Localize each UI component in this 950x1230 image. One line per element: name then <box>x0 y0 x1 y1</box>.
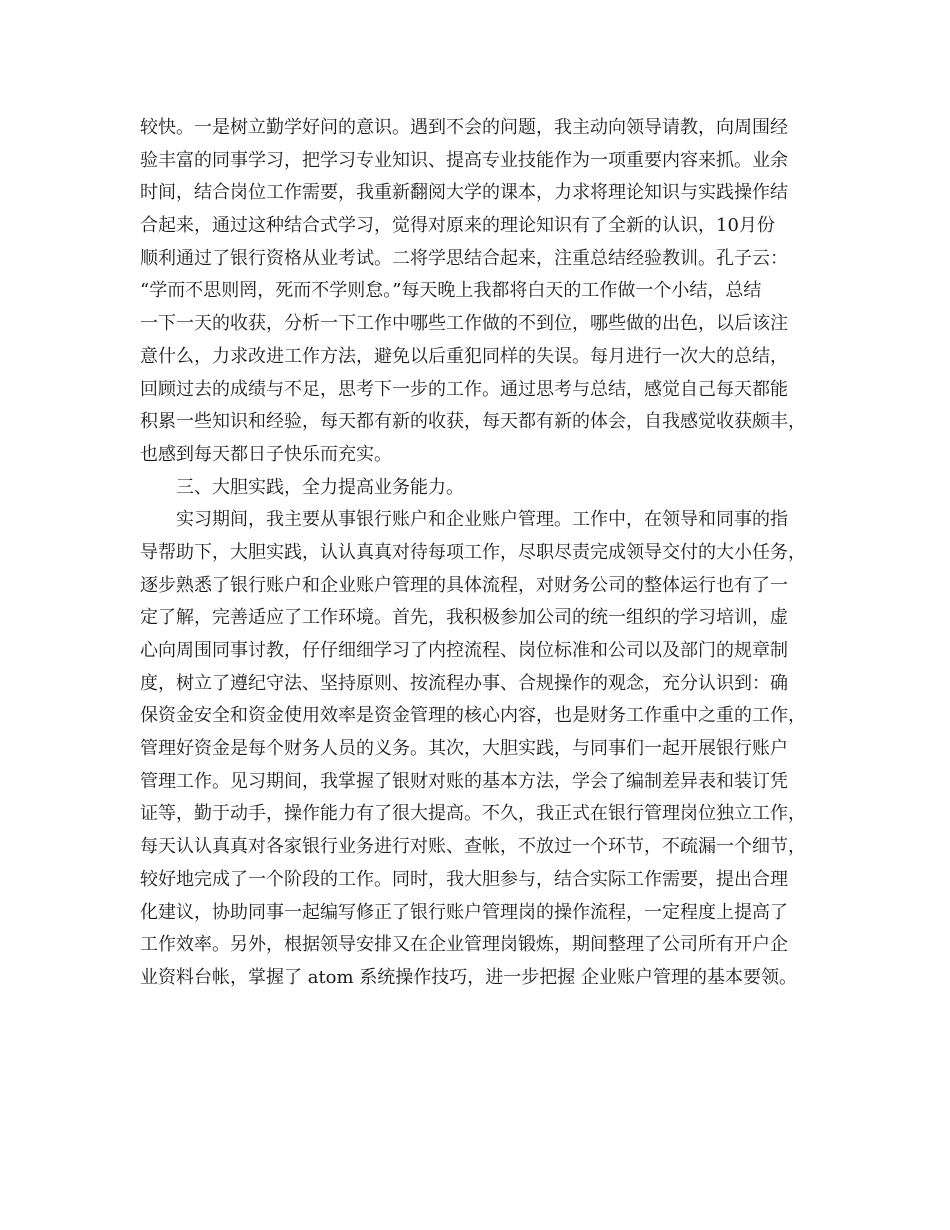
text-line: 一下一天的收获，分析一下工作中哪些工作做的不到位，哪些做的出色，以后该注 <box>140 313 788 335</box>
body-text <box>140 112 812 995</box>
text-line: 验丰富的同事学习，把学习专业知识、提高专业技能作为一项重要内容来抓。业余 <box>140 149 788 171</box>
text-line: 心向周围同事讨教，仔仔细细学习了内控流程、岗位标准和公司以及部门的规章制 <box>140 640 788 661</box>
text-line: 度，树立了遵纪守法、坚持原则、按流程办事、合规操作的观念，充分认识到：确 <box>140 672 788 694</box>
text-line: 积累一些知识和经验，每天都有新的收获，每天都有新的体会，自我感觉收获颇丰， <box>140 411 806 433</box>
text-line: 合起来，通过这种结合式学习，觉得对原来的理论知识有了全新的认识，10月份 <box>140 215 775 237</box>
text-line: 逐步熟悉了银行账户和企业账户管理的具体流程，对财务公司的整体运行也有了一 <box>140 574 788 596</box>
text-line: 回顾过去的成绩与不足，思考下一步的工作。通过思考与总结，感觉自己每天都能 <box>140 378 788 400</box>
text-line: 管理好资金是每个财务人员的义务。其次，大胆实践，与同事们一起开展银行账户 <box>140 738 788 760</box>
text-line: 业资料台帐，掌握了 atom 系统操作技巧，进一步把握 企业账户管理的基本要领。 <box>140 966 798 988</box>
text-line: 时间，结合岗位工作需要，我重新翻阅大学的课本，力求将理论知识与实践操作结 <box>140 182 788 204</box>
text-line: 三、大胆实践，全力提高业务能力。 <box>176 476 464 498</box>
text-line: 顺利通过了银行资格从业考试。二将学思结合起来，注重总结经验教训。孔子云： <box>140 247 788 269</box>
text-line: 证等，勤于动手，操作能力有了很大提高。不久，我正式在银行管理岗位独立工作， <box>140 803 806 825</box>
text-line: 实习期间，我主要从事银行账户和企业账户管理。工作中，在领导和同事的指 <box>176 509 788 531</box>
text-line: 化建议，协助同事一起编写修正了银行账户管理岗的操作流程，一定程度上提高了 <box>140 901 788 923</box>
text-line: 意什么，力求改进工作方法，避免以后重犯同样的失误。每月进行一次大的总结， <box>140 345 788 367</box>
text-line: 每天认认真真对各家银行业务进行对账、查帐，不放过一个环节，不疏漏一个细节， <box>140 836 806 858</box>
text-line: 较快。一是树立勤学好问的意识。遇到不会的问题，我主动向领导请教，向周围经 <box>140 117 788 138</box>
text-line: 保资金安全和资金使用效率是资金管理的核心内容，也是财务工作重中之重的工作， <box>140 705 806 727</box>
text-line: 定了解，完善适应了工作环境。首先，我积极参加公司的统一组织的学习培训，虚 <box>140 607 788 629</box>
text-line: 管理工作。见习期间，我掌握了银财对账的基本方法，学会了编制差异表和装订凭 <box>140 770 788 792</box>
text-line: 较好地完成了一个阶段的工作。同时，我大胆参与，结合实际工作需要，提出合理 <box>140 868 788 890</box>
text-line: “学而不思则罔，死而不学则怠。”每天晚上我都将白天的工作做一个小结，总结 <box>140 280 762 302</box>
text-line: 也感到每天都日子快乐而充实。 <box>140 443 392 465</box>
text-line: 导帮助下，大胆实践，认认真真对待每项工作，尽职尽责完成领导交付的大小任务， <box>140 541 806 563</box>
text-line: 工作效率。另外，根据领导安排又在企业管理岗锻炼，期间整理了公司所有开户企 <box>140 934 788 956</box>
